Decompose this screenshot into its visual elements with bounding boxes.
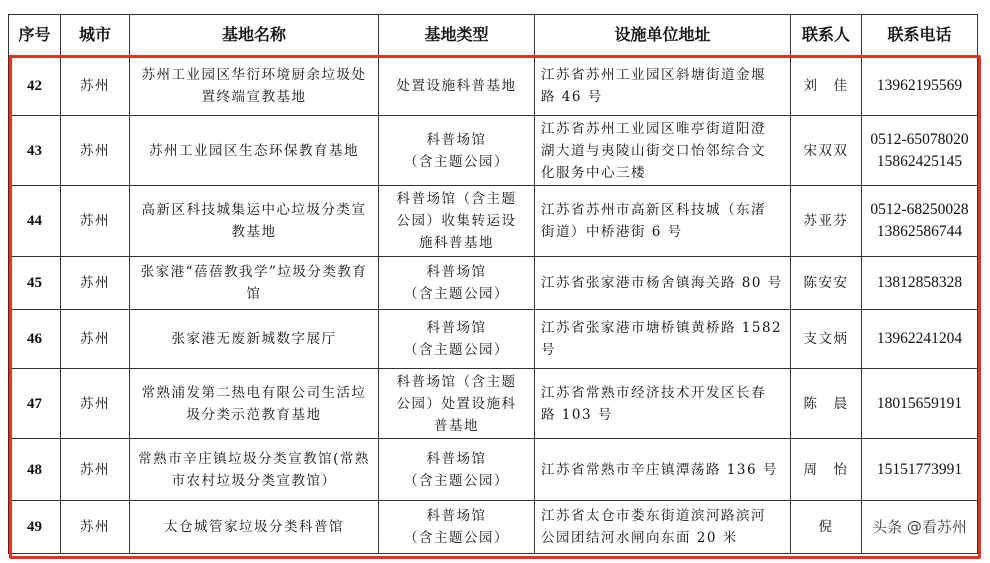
address-cell: 江苏省常熟市经济技术开发区长春 路 103 号 [535, 369, 791, 439]
phone-cell: 18015659191 [862, 369, 978, 439]
base-table [8, 14, 978, 554]
contact-person-cell: 宋双双 [791, 116, 862, 186]
address-cell: 江苏省张家港市杨舍镇海关路 80 号 [535, 257, 791, 310]
address-cell: 江苏省苏州市高新区科技城（东渚 街道）中桥港街 6 号 [535, 186, 791, 257]
base-name-cell: 常熟市辛庄镇垃圾分类宣教馆(常熟 市农村垃圾分类宣教馆） [130, 439, 379, 501]
base-type-cell: 科普场馆 （含主题公园） [379, 439, 535, 501]
contact-person-cell: 陈 晨 [791, 369, 862, 439]
table-row [9, 310, 978, 369]
base-type-cell: 科普场馆 （含主题公园） [379, 501, 535, 554]
header-contact: 联系人 [791, 15, 862, 56]
address-cell: 江苏省常熟市辛庄镇潭荡路 136 号 [535, 439, 791, 501]
row-number-cell: 46 [9, 310, 61, 369]
watermark: 头条 @看苏州 [872, 517, 967, 536]
phone-cell: 13812858328 [862, 257, 978, 310]
contact-person-cell: 陈安安 [791, 257, 862, 310]
base-name-cell: 高新区科技城集运中心垃圾分类宣 教基地 [130, 186, 379, 257]
base-name-cell: 张家港无废新城数字展厅 [130, 310, 379, 369]
address-cell: 江苏省苏州工业园区唯亭街道阳澄 湖大道与夷陵山街交口怡邻综合文 化服务中心三楼 [535, 116, 791, 186]
header-phone: 联系电话 [862, 15, 978, 56]
address-cell: 江苏省太仓市娄东街道滨河路滨河 公园团结河水闸向东面 20 米 [535, 501, 791, 554]
row-number-cell: 48 [9, 439, 61, 501]
header-no: 序号 [9, 15, 61, 56]
phone-cell: 13962195569 [862, 56, 978, 116]
phone-cell: 0512-65078020 15862425145 [862, 116, 978, 186]
base-type-cell: 科普场馆（含主题 公园）收集转运设 施科普基地 [379, 186, 535, 257]
row-number-cell: 47 [9, 369, 61, 439]
base-type-cell: 科普场馆（含主题 公园）处置设施科 普基地 [379, 369, 535, 439]
city-cell: 苏州 [61, 116, 130, 186]
table-row [9, 369, 978, 439]
contact-person-cell: 支文炳 [791, 310, 862, 369]
base-name-cell: 苏州工业园区华衍环境厨余垃圾处 置终端宣教基地 [130, 56, 379, 116]
phone-cell: 0512-68250028 13862586744 [862, 186, 978, 257]
base-type-cell: 科普场馆 （含主题公园） [379, 116, 535, 186]
contact-person-cell: 刘 佳 [791, 56, 862, 116]
header-name: 基地名称 [130, 15, 379, 56]
base-name-cell: 常熟浦发第二热电有限公司生活垃 圾分类示范教育基地 [130, 369, 379, 439]
base-name-cell: 张家港“蓓蓓教我学”垃圾分类教育 馆 [130, 257, 379, 310]
phone-cell: 15151773991 [862, 439, 978, 501]
city-cell: 苏州 [61, 186, 130, 257]
contact-person-cell: 苏亚芬 [791, 186, 862, 257]
header-address: 设施单位地址 [535, 15, 791, 56]
base-type-cell: 科普场馆 （含主题公园） [379, 310, 535, 369]
table-row [9, 56, 978, 116]
city-cell: 苏州 [61, 369, 130, 439]
phone-cell [862, 501, 978, 554]
row-number-cell: 42 [9, 56, 61, 116]
table-row [9, 186, 978, 257]
city-cell: 苏州 [61, 439, 130, 501]
header-type: 基地类型 [379, 15, 535, 56]
base-type-cell: 科普场馆 （含主题公园） [379, 257, 535, 310]
contact-person-cell: 周 怡 [791, 439, 862, 501]
header-city: 城市 [61, 15, 130, 56]
phone-cell: 13962241204 [862, 310, 978, 369]
row-number-cell: 43 [9, 116, 61, 186]
address-cell: 江苏省张家港市塘桥镇黄桥路 1582 号 [535, 310, 791, 369]
table-header-row [9, 15, 978, 56]
table-row [9, 439, 978, 501]
row-number-cell: 49 [9, 501, 61, 554]
city-cell: 苏州 [61, 501, 130, 554]
row-number-cell: 44 [9, 186, 61, 257]
city-cell: 苏州 [61, 310, 130, 369]
contact-person-cell: 倪 [791, 501, 862, 554]
city-cell: 苏州 [61, 257, 130, 310]
address-cell: 江苏省苏州工业园区斜塘街道金堰 路 46 号 [535, 56, 791, 116]
base-name-cell: 太仓城管家垃圾分类科普馆 [130, 501, 379, 554]
table-row [9, 257, 978, 310]
table-row [9, 116, 978, 186]
base-name-cell: 苏州工业园区生态环保教育基地 [130, 116, 379, 186]
city-cell: 苏州 [61, 56, 130, 116]
table-row [9, 501, 978, 554]
base-type-cell: 处置设施科普基地 [379, 56, 535, 116]
row-number-cell: 45 [9, 257, 61, 310]
